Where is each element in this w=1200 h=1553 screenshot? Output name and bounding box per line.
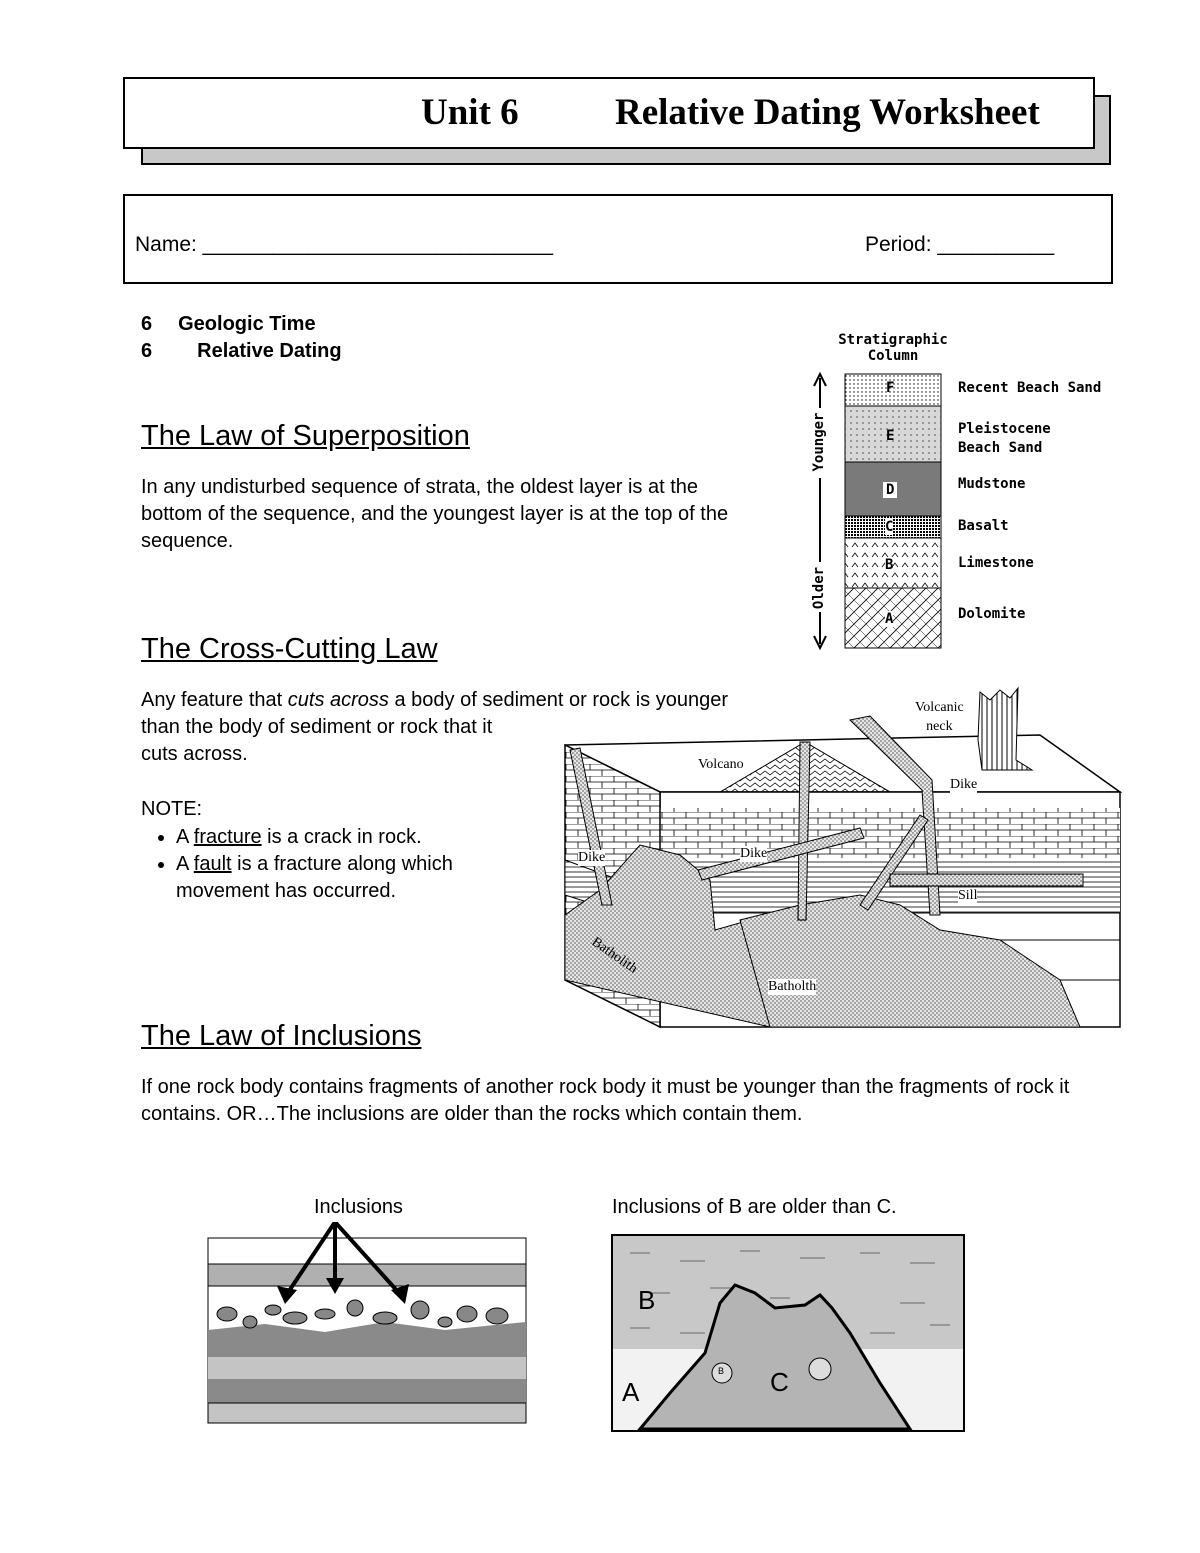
dike-label-left: Dike [578,850,606,865]
title-box [123,77,1095,149]
superposition-text: In any undisturbed sequence of strata, the oldest layer is at the bottom of the sequence, and the youngest layer is at the top of the sequence. [141,476,729,552]
standard-1-text: Geologic Time [178,313,316,335]
label-c: C [770,1367,789,1397]
layer-a-name: Dolomite [958,606,1026,622]
standard-1 [141,313,316,336]
volcano-label: Volcano [698,757,744,772]
younger-label: Younger [811,412,827,472]
strat-title [838,332,948,364]
inclusions-caption-right: Inclusions of B are older than C. [612,1196,897,1218]
note1-term: fracture [193,826,262,848]
notes [141,824,531,905]
worksheet-title: Relative Dating Worksheet [615,92,1040,133]
standard-2-text: Relative Dating [197,340,342,362]
layer-c-letter: C [885,519,894,535]
dike-label-right: Dike [950,777,978,792]
layer-d-letter: D [883,482,897,498]
layer-e-name2: Beach Sand [958,440,1043,456]
inclusions-left-svg [205,1222,530,1427]
batholith-label-left: Batholith [588,934,641,977]
crosscutting-text-em: cuts across [287,689,389,711]
layer-f-letter: F [886,380,895,396]
note2-pre: A [176,853,194,875]
layer-b-letter: B [885,557,894,573]
strat-title-line2: Column [867,348,919,364]
note1-post: is a crack in rock. [261,826,422,848]
layer-e-letter: E [886,428,895,444]
layer-e-name: Pleistocene [958,421,1051,437]
crosscutting-text-line2: than the body of sediment or rock that it [141,716,493,738]
standard-2 [141,340,342,363]
inclusions-caption-left: Inclusions [314,1196,403,1218]
volcanic-neck-line1: Volcanic [915,700,964,715]
label-b: B [638,1285,656,1315]
block-diagram-svg [560,680,1125,1030]
unit-number: Unit 6 [421,92,519,133]
note-fracture [176,824,531,851]
crosscutting-text-line3: cuts across. [141,743,248,765]
layer-a-letter: A [885,611,894,627]
dike-label-center: Dike [740,846,768,861]
inclusions-right-svg [610,1233,966,1433]
note1-pre: A [176,826,194,848]
period-field[interactable]: Period: __________ [865,233,1055,256]
batholith-label-right: Batholth [768,979,817,994]
label-a: A [622,1377,640,1407]
label-small-b: B [718,1366,725,1376]
strat-title-line1: Stratigraphic [838,332,948,348]
standard-2-num: 6 [141,340,153,362]
stratigraphic-column [800,330,1120,660]
layer-d-name: Mudstone [958,476,1026,492]
inclusions-heading: The Law of Inclusions [141,1020,422,1052]
superposition-heading: The Law of Superposition [141,420,470,452]
crosscutting-heading: The Cross-Cutting Law [141,633,438,665]
inclusions-diagram-right [610,1233,966,1433]
name-period-box [123,194,1113,284]
sill-label: Sill [958,888,978,903]
note-label: NOTE: [141,798,203,820]
name-field[interactable]: Name: ______________________________ [135,233,554,256]
note2-post: is a fracture along which movement has occurred. [176,853,453,902]
note2-term: fault [193,853,232,875]
older-label: Older [811,566,827,610]
layer-b-name: Limestone [958,555,1034,571]
crosscutting-text-pre: Any feature that [141,689,288,711]
crosscutting-text-post: a body of sediment or rock is younger [388,689,728,711]
standard-1-num: 6 [141,313,153,335]
inclusions-text: If one rock body contains fragments of another rock body it must be younger than the fragments of rock it contains. OR…The inclusions are older than the rocks which contain them. [141,1076,1070,1125]
note-fault [176,851,531,905]
volcanic-neck-label [915,698,964,736]
inclusions-diagram-left [205,1222,530,1427]
block-diagram [560,680,1125,1030]
layer-c-name: Basalt [958,518,1009,534]
layer-f-name: Recent Beach Sand [958,380,1102,396]
volcanic-neck-line2: neck [926,719,953,734]
